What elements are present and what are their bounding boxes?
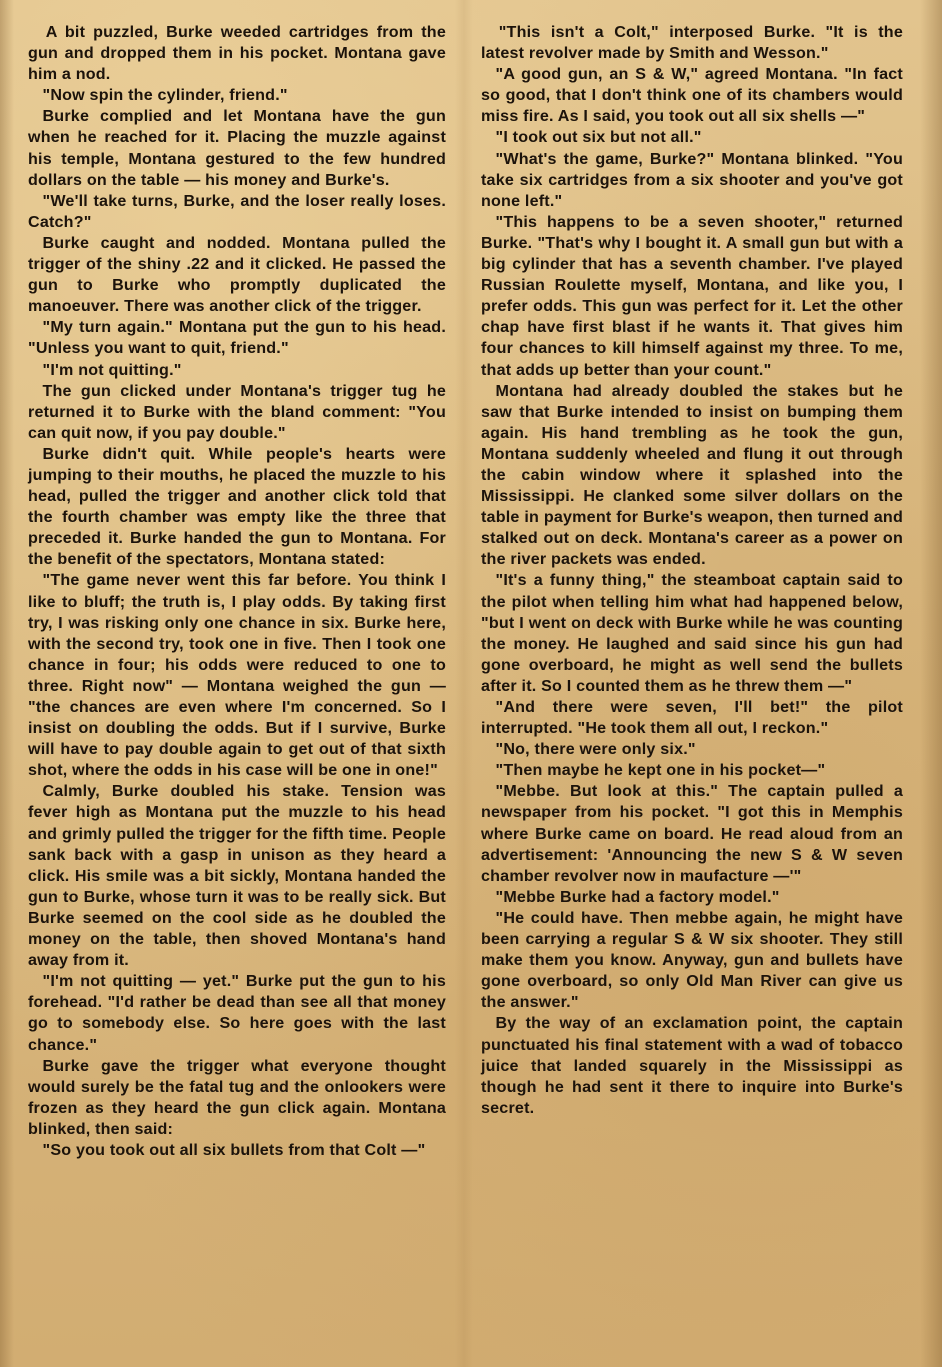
right-text-column bbox=[481, 22, 903, 1119]
paragraph: Burke gave the trigger what everyone thought would surely be the fatal tug and the onlookers were frozen as they heard the gun click again. Montana blinked, then said: bbox=[28, 1056, 446, 1138]
paragraph: "Now spin the cylinder, friend." bbox=[42, 86, 288, 105]
paragraph: Calmly, Burke doubled his stake. Tension was fever high as Montana put the muzzle to his head and grimly pulled the trigger for the fifth time. People sank back with a gasp in unison as they heard a click. His smile was a bit sickly, Montana handed the gun to Burke, whose turn it was to be really sick. But Burke seemed on the cool side as he doubled the money on the table, then shoved Montana's hand away from it. bbox=[28, 782, 446, 970]
paragraph: Burke caught and nodded. Montana pulled the trigger of the shiny .22 and it clicked. He passed the gun to Burke who promptly duplicated the manoeuver. There was another click of the trigger. bbox=[28, 233, 446, 316]
paragraph: "This happens to be a seven shooter," returned Burke. "That's why I bought it. A small gun but with a big cylinder that has a seventh chamber. I've played Russian Roulette myself, Montana, and like you, I prefer odds. This gun was perfect for it. Let the other chap have first blast if he wants it. That gives him four chances to kill himself against my three. To me, that adds up better than your count." bbox=[481, 212, 903, 379]
column-gutter bbox=[455, 0, 473, 1367]
paragraph: "I'm not quitting — yet." Burke put the gun to his forehead. "I'd rather be dead than see all that money go to somebody else. So here goes with the last chance." bbox=[28, 972, 446, 1054]
paragraph: Burke complied and let Montana have the gun when he reached for it. Placing the muzzle against his temple, Montana gestured to the few hundred dollars on the table — his money and Burke's. bbox=[28, 107, 446, 189]
page-edge-right bbox=[920, 0, 942, 1367]
paragraph: "This isn't a Colt," interposed Burke. "It is the latest revolver made by Smith and Wesson." bbox=[481, 23, 903, 63]
paragraph: "My turn again." Montana put the gun to his head. "Unless you want to quit, friend." bbox=[28, 318, 446, 358]
paragraph: Montana had already doubled the stakes but he saw that Burke intended to insist on bumping them again. His hand trembling as he took the gun, Montana suddenly wheeled and flung it out through the cabin window where it splashed into the Mississippi. He clanked some silver dollars on the table in payment for Burke's weapon, then turned and stalked out on deck. Montana's career as a power on the river packets was ended. bbox=[481, 381, 903, 569]
paragraph: "I took out six but not all." bbox=[495, 128, 702, 147]
paragraph: The gun clicked under Montana's trigger tug he returned it to Burke with the bland comment: "You can quit now, if you pay double." bbox=[28, 381, 446, 442]
paragraph: "So you took out all six bullets from that Colt —" bbox=[42, 1140, 426, 1159]
paragraph: "A good gun, an S & W," agreed Montana. "In fact so good, that I don't think one of its chambers would miss fire. As I said, you took out all six shells —" bbox=[481, 65, 903, 126]
paragraph: "Mebbe. But look at this." The captain pulled a newspaper from his pocket. "I got this in Memphis where Burke came on board. He read aloud from an advertisement: 'Announcing the new S & W seven chamber revolver now in maufacture —'" bbox=[481, 782, 903, 885]
paragraph: "Then maybe he kept one in his pocket—" bbox=[495, 761, 826, 780]
page-edge-left bbox=[0, 0, 14, 1367]
left-text-column bbox=[28, 22, 446, 1161]
paragraph: "It's a funny thing," the steamboat captain said to the pilot when telling him what had happened below, "but I went on deck with Burke while he was counting the money. He laughed and said since his gun had gone overboard, he might as well send the bullets after it. So I counted them as he threw them —" bbox=[481, 571, 903, 695]
paragraph: Burke didn't quit. While people's hearts were jumping to their mouths, he placed the muzzle to his head, pulled the trigger and another click told that the fourth chamber was empty like the three that preceded it. Burke handed the gun to Montana. For the benefit of the spectators, Montana stated: bbox=[28, 444, 446, 569]
paragraph: "What's the game, Burke?" Montana blinked. "You take six cartridges from a six shooter and you've got none left." bbox=[481, 149, 903, 210]
paragraph: "The game never went this far before. You think I like to bluff; the truth is, I play odds. By taking first try, I was risking only one chance in six. Burke here, with the second try, took one in five. Then I took one chance in four; his odds were reduced to one to three. Right now" — Montana weighed the gun — "the chances are even where I'm concerned. So I insist on doubling the odds. But if I survive, Burke will have to pay double again to get out of that sixth shot, where the odds in his case will be one in one!" bbox=[28, 571, 446, 780]
paragraph: "I'm not quitting." bbox=[42, 360, 182, 379]
paragraph: "We'll take turns, Burke, and the loser really loses. Catch?" bbox=[28, 191, 446, 231]
paragraph: "He could have. Then mebbe again, he might have been carrying a regular S & W six shooter. They still make them you know. Anyway, gun and bullets have gone overboard, so only Old Man River can give us the answer." bbox=[481, 908, 903, 1012]
paragraph: "And there were seven, I'll bet!" the pilot interrupted. "He took them all out, I reckon." bbox=[481, 698, 903, 738]
paragraph: "Mebbe Burke had a factory model." bbox=[495, 887, 780, 906]
paragraph: A bit puzzled, Burke weeded cartridges from the gun and dropped them in his pocket. Montana gave him a nod. bbox=[28, 23, 446, 84]
paragraph: By the way of an exclamation point, the captain punctuated his final statement with a wad of tobacco juice that landed squarely in the Mississippi as though he had sent it there to inquire into Burke's secret. bbox=[481, 1014, 903, 1117]
paragraph: "No, there were only six." bbox=[495, 740, 696, 759]
